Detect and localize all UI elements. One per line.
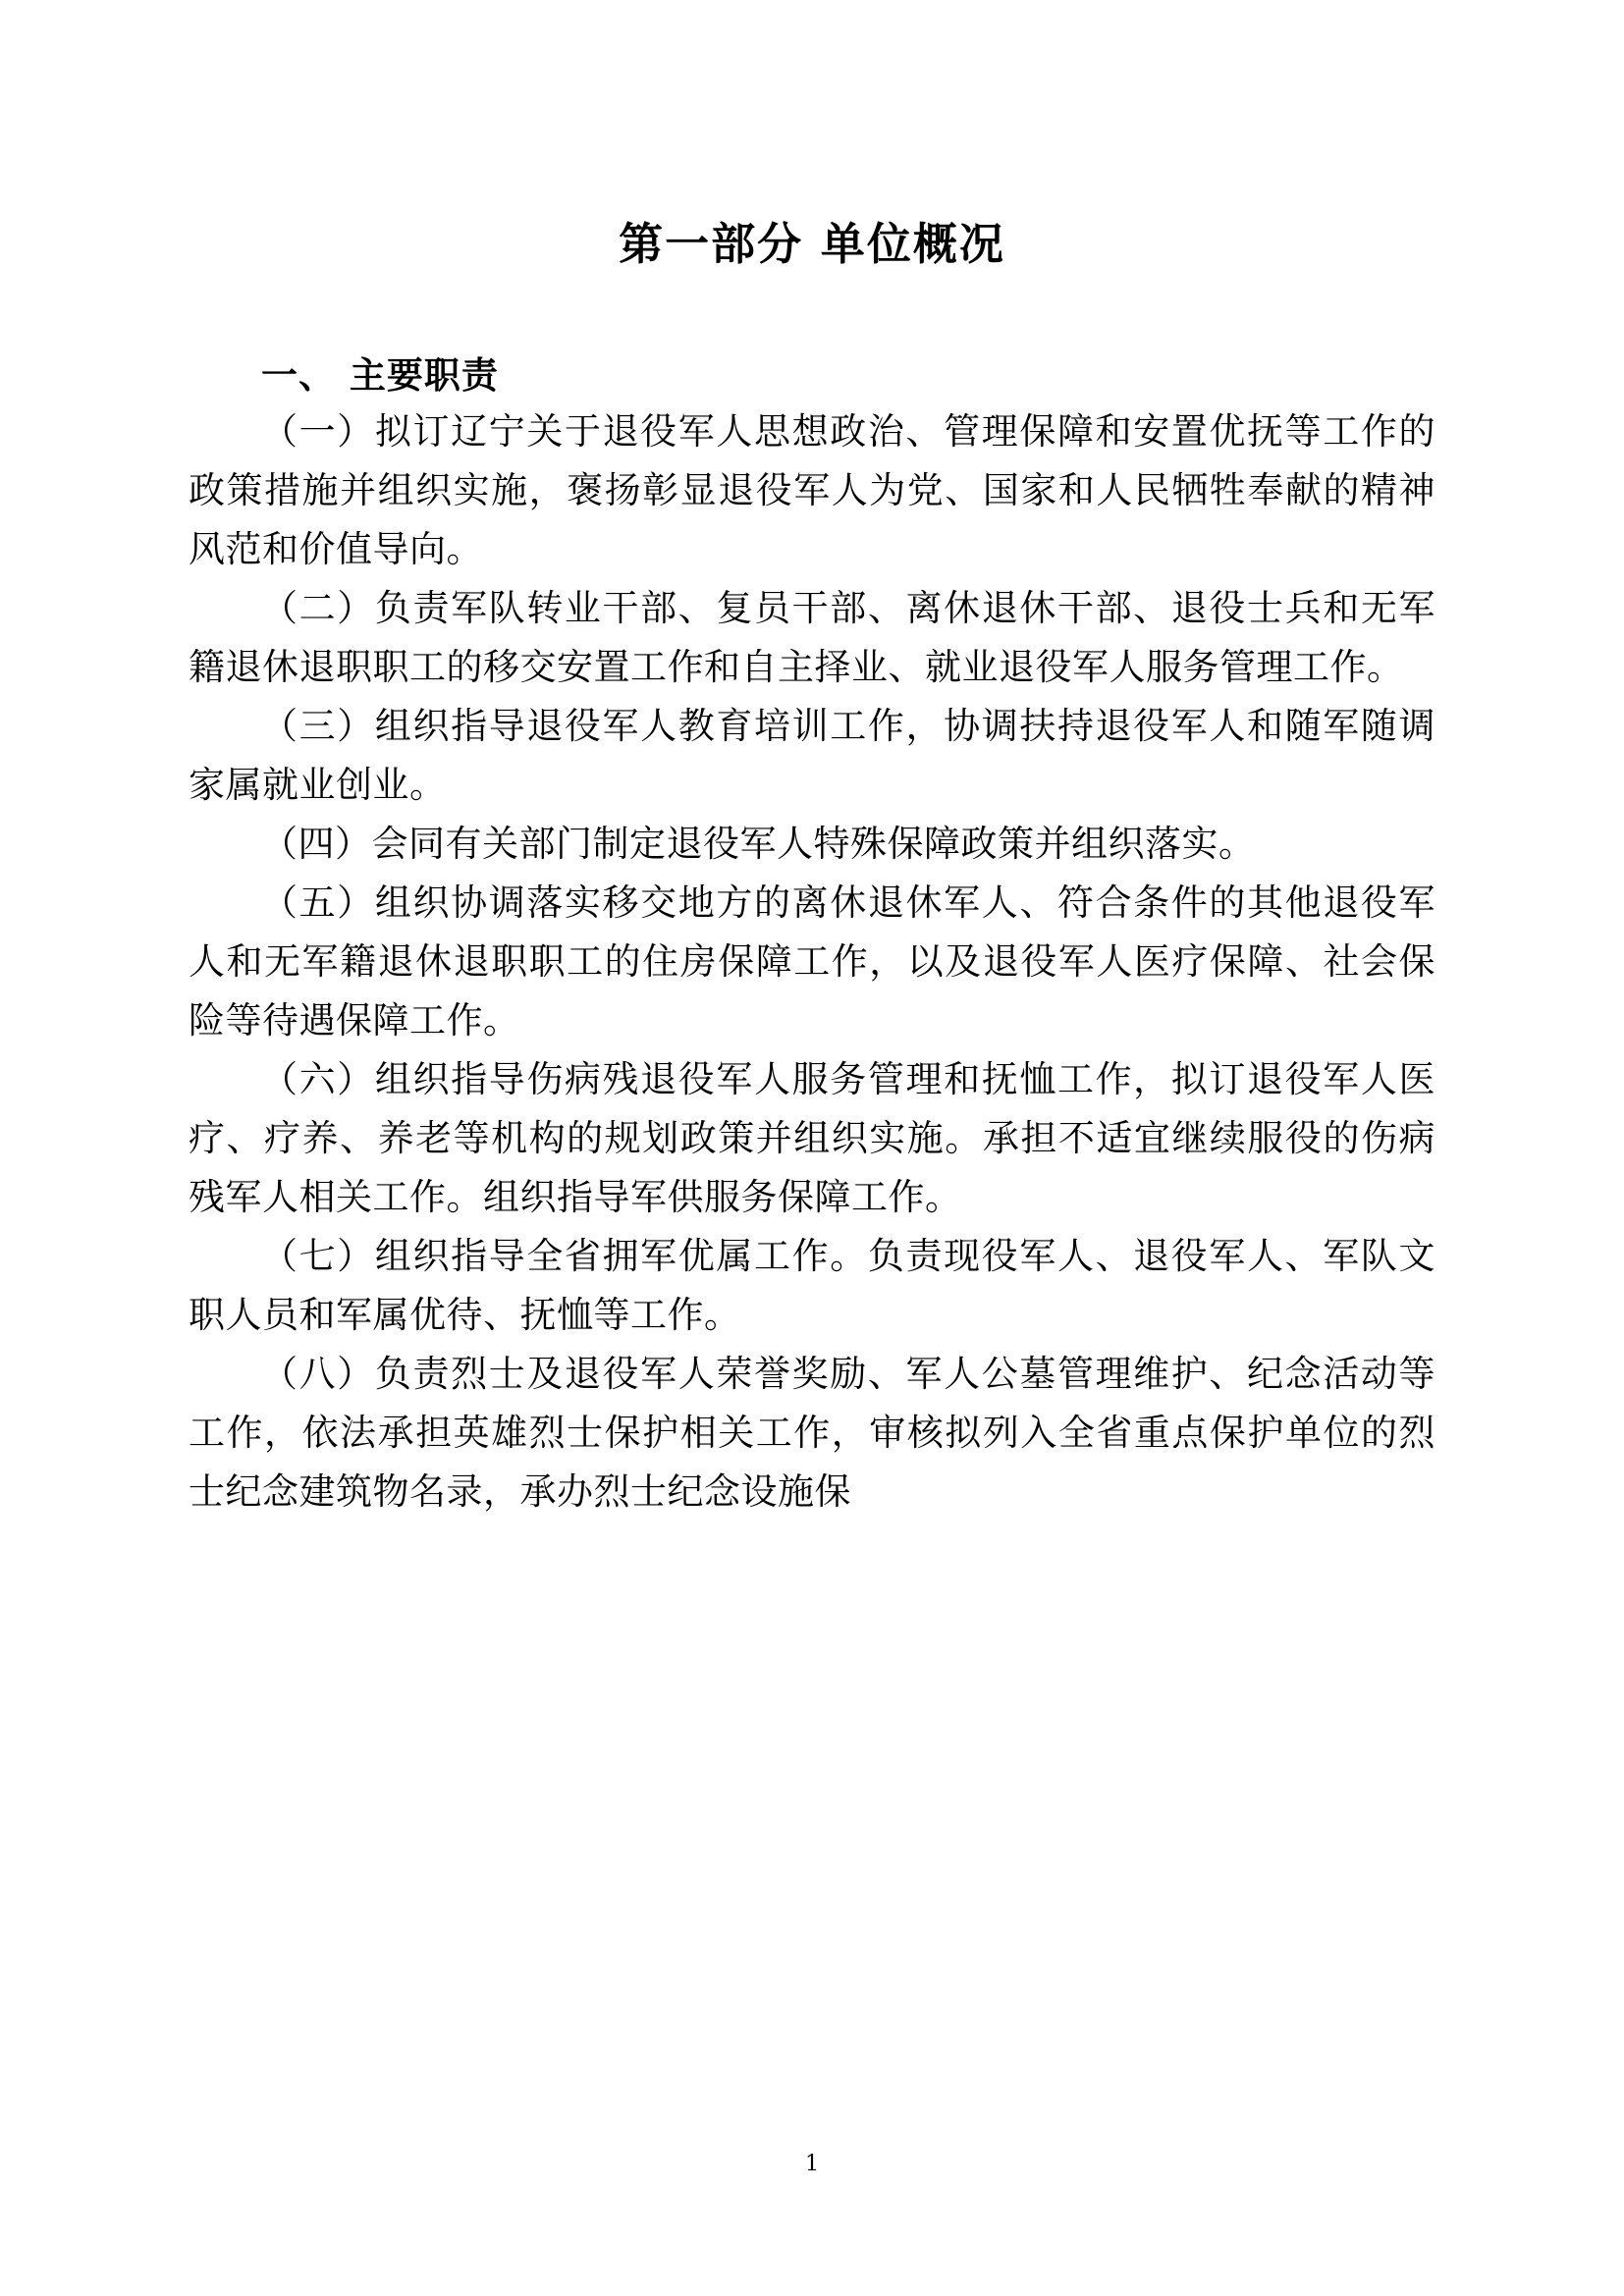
paragraph-7: （七）组织指导全省拥军优属工作。负责现役军人、退役军人、军队文职人员和军属优待、抚恤等工作。	[189, 1234, 1435, 1336]
section-heading-main-duties: 一、 主要职责	[261, 353, 499, 397]
page-number: 1	[805, 2152, 819, 2176]
paragraph-4: （四）会同有关部门制定退役军人特殊保障政策并组织落实。	[261, 822, 1256, 865]
page-content	[189, 0, 1435, 1522]
paragraph-1: （一）拟订辽宁关于退役军人思想政治、管理保障和安置优抚等工作的政策措施并组织实施，褒扬彰显退役军人为党、国家和人民牺牲奉献的精神风范和价值导向。	[189, 409, 1435, 570]
paragraph-8: （八）负责烈士及退役军人荣誉奖励、军人公墓管理维护、纪念活动等工作，依法承担英雄烈士保护相关工作，审核拟列入全省重点保护单位的烈士纪念建筑物名录，承办烈士纪念设施保	[189, 1352, 1435, 1513]
page-title: 第一部分 单位概况	[619, 218, 1005, 270]
paragraph-3: （三）组织指导退役军人教育培训工作，协调扶持退役军人和随军随调家属就业创业。	[189, 704, 1435, 806]
paragraph-2: （二）负责军队转业干部、复员干部、离休退休干部、退役士兵和无军籍退休退职职工的移交安置工作和自主择业、就业退役军人服务管理工作。	[189, 586, 1435, 688]
paragraph-5: （五）组织协调落实移交地方的离休退休军人、符合条件的其他退役军人和无军籍退休退职职工的住房保障工作，以及退役军人医疗保障、社会保险等待遇保障工作。	[189, 881, 1435, 1041]
paragraph-6: （六）组织指导伤病残退役军人服务管理和抚恤工作，拟订退役军人医疗、疗养、养老等机构的规划政策并组织实施。承担不适宜继续服役的伤病残军人相关工作。组织指导军供服务保障工作。	[189, 1057, 1435, 1218]
